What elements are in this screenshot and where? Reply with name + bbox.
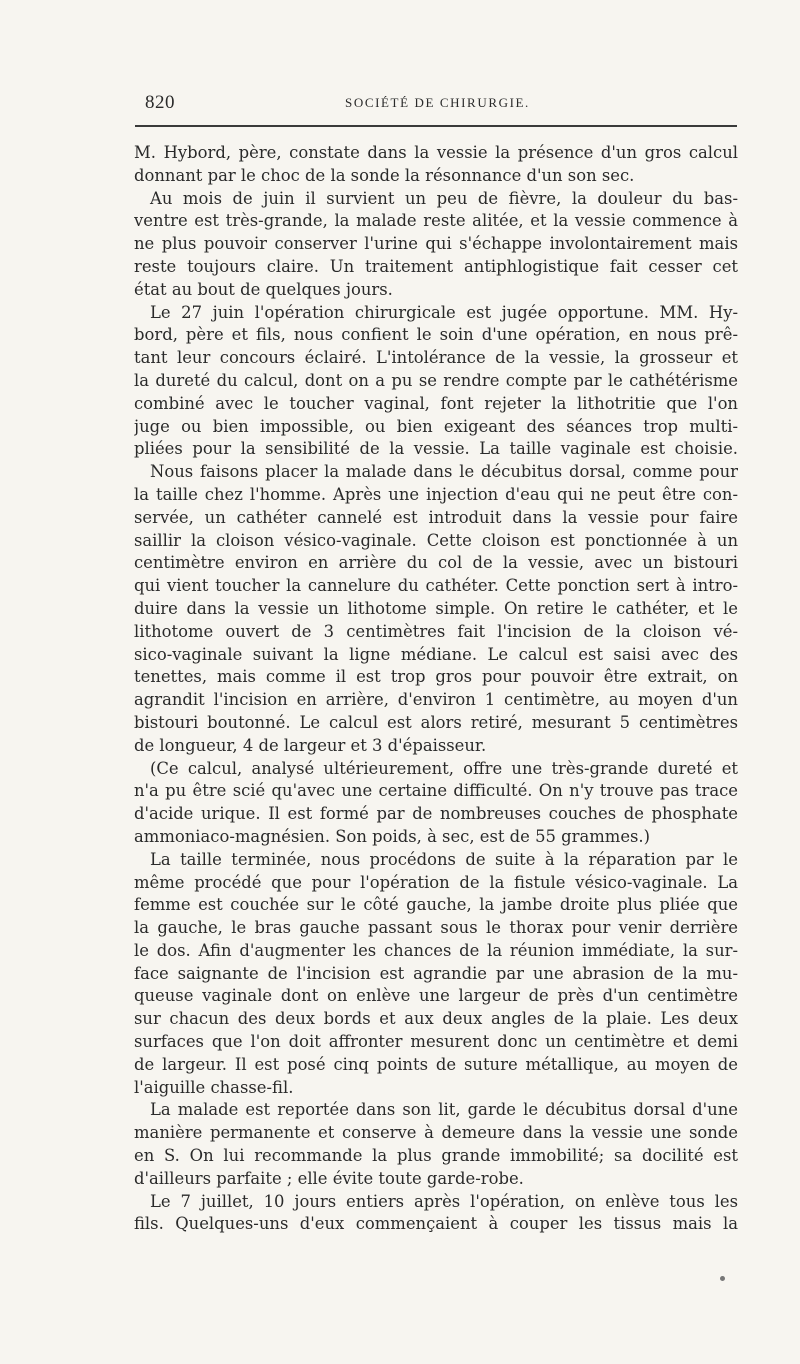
text-line: même procédé que pour l'opération de la fistule vésico-vaginale. La (134, 872, 738, 892)
text-line: ne plus pouvoir conserver l'urine qui s'échappe involontairement mais (134, 234, 738, 254)
text-line: la taille chez l'homme. Après une injection d'eau qui ne peut être con- (134, 484, 738, 504)
text-line: agrandit l'incision en arrière, d'environ 1 centimètre, au moyen d'un (134, 690, 738, 710)
text-line: d'acide urique. Il est formé par de nombreuses couches de phosphate (134, 804, 738, 824)
journal-title: SOCIÉTÉ DE CHIRURGIE. (345, 95, 530, 110)
text-line: donnant par le choc de la sonde la résonnance d'un son sec. (134, 165, 635, 185)
text-line: La malade est reportée dans son lit, garde le décubitus dorsal d'une (150, 1100, 738, 1120)
text-line: manière permanente et conserve à demeure dans la vessie une sonde (134, 1123, 738, 1143)
text-line: reste toujours claire. Un traitement antiphlogistique fait cesser cet (134, 256, 738, 276)
text-line: La taille terminée, nous procédons de suite à la réparation par le (150, 849, 738, 869)
text-line: femme est couchée sur le côté gauche, la jambe droite plus pliée que (134, 895, 738, 915)
text-line: d'ailleurs parfaite ; elle évite toute garde-robe. (134, 1168, 524, 1188)
text-line: la dureté du calcul, dont on a pu se rendre compte par le cathétérisme (134, 370, 738, 390)
text-line: sico-vaginale suivant la ligne médiane. Le calcul est saisi avec des (134, 644, 738, 664)
header-rule (135, 125, 737, 127)
text-line: l'aiguille chasse-fil. (134, 1077, 294, 1097)
text-line: saillir la cloison vésico-vaginale. Cette cloison est ponctionnée à un (134, 530, 738, 550)
text-line: Le 27 juin l'opération chirurgicale est jugée opportune. MM. Hy- (150, 302, 738, 322)
text-line: le dos. Afin d'augmenter les chances de la réunion immédiate, la sur- (134, 940, 738, 960)
text-line: surfaces que l'on doit affronter mesurent donc un centimètre et demi (134, 1032, 738, 1052)
text-line: ventre est très-grande, la malade reste alitée, et la vessie commence à (134, 211, 738, 231)
text-line: Le 7 juillet, 10 jours entiers après l'opération, on enlève tous les (150, 1191, 738, 1211)
text-line: fils. Quelques-uns d'eux commençaient à couper les tissus mais la (134, 1214, 738, 1234)
text-line: la gauche, le bras gauche passant sous le thorax pour venir derrière (134, 918, 738, 938)
text-line: bord, père et fils, nous confient le soin d'une opération, en nous prê- (134, 325, 738, 345)
text-line: en S. On lui recommande la plus grande immobilité; sa docilité est (134, 1146, 738, 1166)
text-line: Nous faisons placer la malade dans le décubitus dorsal, comme pour (150, 462, 738, 482)
text-line: juge ou bien impossible, ou bien exigeant des séances trop multi- (134, 416, 738, 436)
text-line: sur chacun des deux bords et aux deux angles de la plaie. Les deux (134, 1009, 738, 1029)
text-line: centimètre environ en arrière du col de la vessie, avec un bistouri (134, 553, 738, 573)
text-line: tant leur concours éclairé. L'intolérance de la vessie, la grosseur et (134, 348, 738, 368)
text-line: queuse vaginale dont on enlève une largeur de près d'un centimètre (134, 986, 738, 1006)
text-line: lithotome ouvert de 3 centimètres fait l'incision de la cloison vé- (134, 621, 738, 641)
text-line: tenettes, mais comme il est trop gros pour pouvoir être extrait, on (134, 667, 738, 687)
text-line: (Ce calcul, analysé ultérieurement, offre une très-grande dureté et (150, 758, 738, 778)
text-line: de longueur, 4 de largeur et 3 d'épaisseur. (134, 735, 487, 755)
text-line: face saignante de l'incision est agrandie par une abrasion de la mu- (134, 963, 738, 983)
text-line: état au bout de quelques jours. (134, 279, 393, 299)
text-line: combiné avec le toucher vaginal, font rejeter la lithotritie que l'on (134, 393, 738, 413)
text-line: de largeur. Il est posé cinq points de suture métallique, au moyen de (134, 1054, 738, 1074)
running-head (145, 92, 740, 118)
page-number: 820 (145, 92, 175, 113)
text-line: M. Hybord, père, constate dans la vessie la présence d'un gros calcul (134, 143, 738, 162)
text-line: bistouri boutonné. Le calcul est alors retiré, mesurant 5 centimètres (134, 712, 738, 732)
text-line: duire dans la vessie un lithotome simple. On retire le cathéter, et le (134, 598, 738, 618)
text-line: qui vient toucher la cannelure du cathéter. Cette ponction sert à intro- (134, 576, 738, 596)
text-line: pliées pour la sensibilité de la vessie. La taille vaginale est choisie. (134, 439, 738, 459)
text-line: n'a pu être scié qu'avec une certaine difficulté. On n'y trouve pas trace (134, 781, 738, 801)
ink-speck (720, 1276, 725, 1281)
body-text (134, 142, 738, 1236)
text-line: Au mois de juin il survient un peu de fièvre, la douleur du bas- (150, 188, 738, 208)
text-line: ammoniaco-magnésien. Son poids, à sec, est de 55 grammes.) (134, 826, 651, 846)
text-line: servée, un cathéter cannelé est introduit dans la vessie pour faire (134, 507, 738, 527)
